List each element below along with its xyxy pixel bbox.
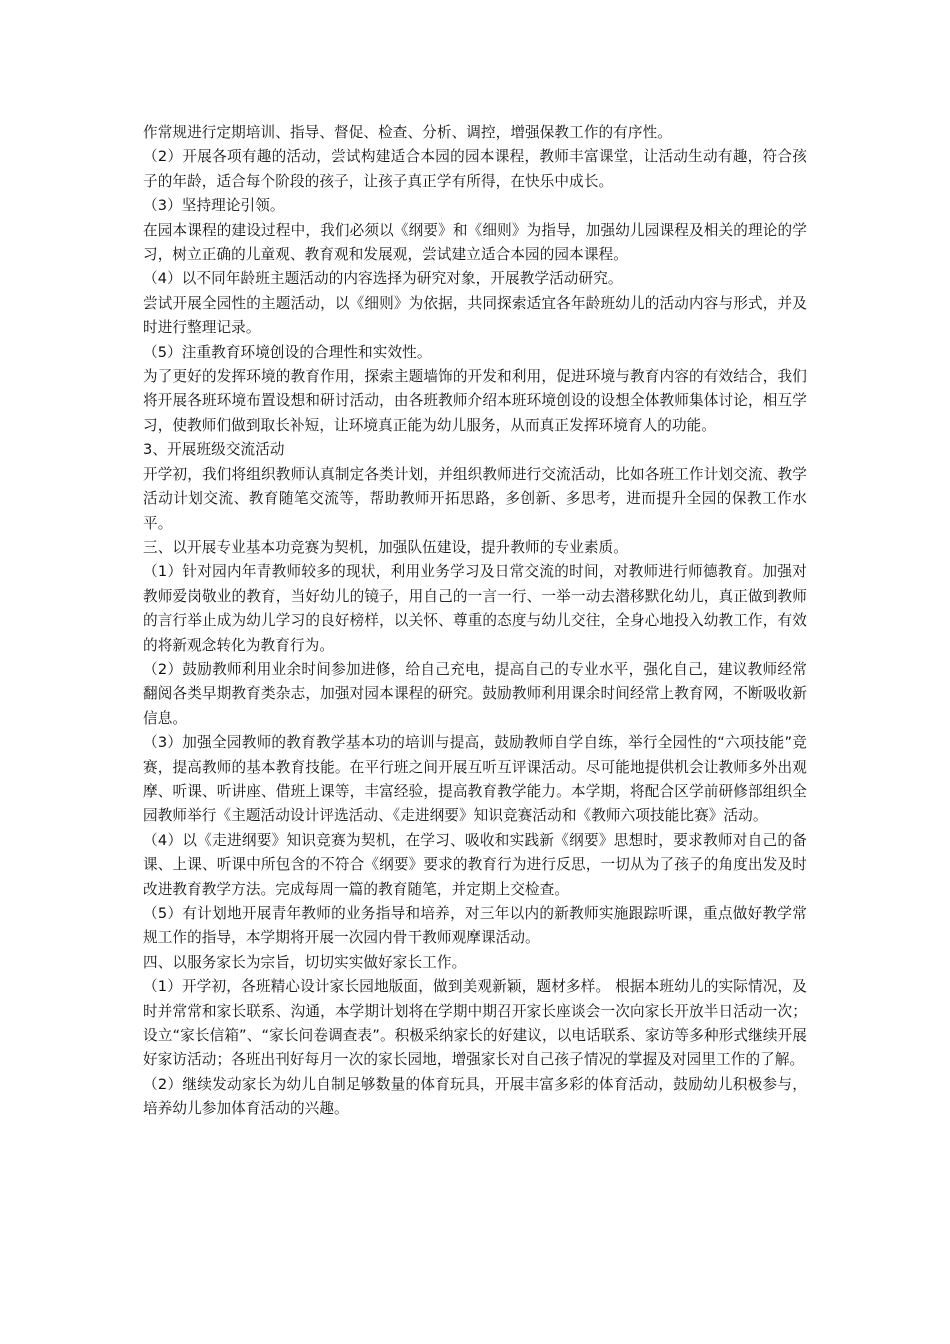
paragraph: （1）针对园内年青教师较多的现状，利用业务学习及日常交流的时间，对教师进行师德教育。加强对教师爱岗敬业的教育，当好幼儿的镜子，用自己的一言一行、一举一动去潜移默化幼儿，真正做到教师的言行举止成为幼儿学习的良好榜样，以关怀、尊重的态度与幼儿交往，全身心地投入幼教工作，有效的将新观念转化为教育行为。	[143, 563, 807, 654]
paragraph: （3）加强全园教师的教育教学基本功的培训与提高，鼓励教师自学自练，举行全园性的“六项技能”竞赛，提高教师的基本教育技能。在平行班之间开展互听互评课活动。尽可能地提供机会让教师多外出观摩、听课、听讲座、借班上课等，丰富经验，提高教育教学能力。本学期，将配合区学前研修部组织全园教师举行《主题活动设计评选活动、《走进纲要》知识竞赛活动和《教师六项技能比赛》活动。	[143, 734, 807, 825]
section-heading: 3、开展班级交流活动	[143, 441, 285, 459]
paragraph: 为了更好的发挥环境的教育作用，探索主题墙饰的开发和利用，促进环境与教育内容的有效结合，我们将开展各班环境布置设想和研讨活动，由各班教师介绍本班环境创设的设想全体教师集体讨论，相互学习，使教师们做到取长补短，让环境真正能为幼儿服务，从而真正发挥环境育人的功能。	[143, 368, 807, 434]
paragraph: （2）开展各项有趣的活动，尝试构建适合本园的园本课程，教师丰富课堂，让活动生动有趣，符合孩子的年龄，适合每个阶段的孩子，让孩子真正学有所得，在快乐中成长。	[143, 148, 807, 190]
document-body	[143, 121, 807, 1122]
paragraph: （3）坚持理论引领。	[143, 197, 285, 215]
section-heading: 四、以服务家长为宗旨，切切实实做好家长工作。	[143, 953, 467, 971]
paragraph: （2）鼓励教师利用业余时间参加进修，给自己充电，提高自己的专业水平，强化自己，建议教师经常翻阅各类早期教育类杂志，加强对园本课程的研究。鼓励教师利用课余时间经常上教育网，不断吸收新信息。	[143, 660, 807, 727]
paragraph: 尝试开展全园性的主题活动，以《细则》为依据，共同探索适宜各年龄班幼儿的活动内容与形式，并及时进行整理记录。	[143, 294, 807, 337]
paragraph: （5）有计划地开展青年教师的业务指导和培养，对三年以内的新教师实施跟踪听课，重点做好教学常规工作的指导，本学期将开展一次园内骨干教师观摩课活动。	[143, 905, 807, 947]
paragraph: （4）以不同年龄班主题活动的内容选择为研究对象，开展教学活动研究。	[143, 270, 623, 288]
paragraph: 作常规进行定期培训、指导、督促、检查、分析、调控，增强保教工作的有序性。	[143, 124, 672, 141]
section-heading: 三、以开展专业基本功竞赛为契机，加强队伍建设，提升教师的专业素质。	[143, 538, 628, 556]
paragraph: 在园本课程的建设过程中，我们必须以《纲要》和《细则》为指导，加强幼儿园课程及相关的理论的学习，树立正确的儿童观、教育观和发展观，尝试建立适合本园的园本课程。	[143, 221, 807, 264]
paragraph: 开学初，我们将组织教师认真制定各类计划，并组织教师进行交流活动，比如各班工作计划交流、教学活动计划交流、教育随笔交流等，帮助教师开拓思路，多创新、多思考，进而提升全园的保教工作水平。	[143, 465, 807, 532]
paragraph: （4）以《走进纲要》知识竞赛为契机，在学习、吸收和实践新《纲要》思想时，要求教师对自己的备课、上课、听课中所包含的不符合《纲要》要求的教育行为进行反思，一切从为了孩子的角度出发及时改进教育教学方法。完成每周一篇的教育随笔，并定期上交检查。	[143, 831, 807, 898]
paragraph: （2）继续发动家长为幼儿自制足够数量的体育玩具，开展丰富多彩的体育活动，鼓励幼儿积极参与，培养幼儿参加体育活动的兴趣。	[143, 1075, 807, 1118]
paragraph: （1）开学初，各班精心设计家长园地版面，做到美观新颖，题材多样。 根据本班幼儿的实际情况，及时并常常和家长联系、沟通，本学期计划将在学期中期召开家长座谈会一次向家长开放半日活动一次；设立“家长信箱”、“家长问卷调查表”。积极采纳家长的好建议，以电话联系、家访等多种形式继续开展好家访活动；各班出刊好每月一次的家长园地，增强家长对自己孩子情况的掌握及对园里工作的了解。	[143, 978, 807, 1069]
paragraph: （5）注重教育环境创设的合理性和实效性。	[143, 343, 432, 361]
